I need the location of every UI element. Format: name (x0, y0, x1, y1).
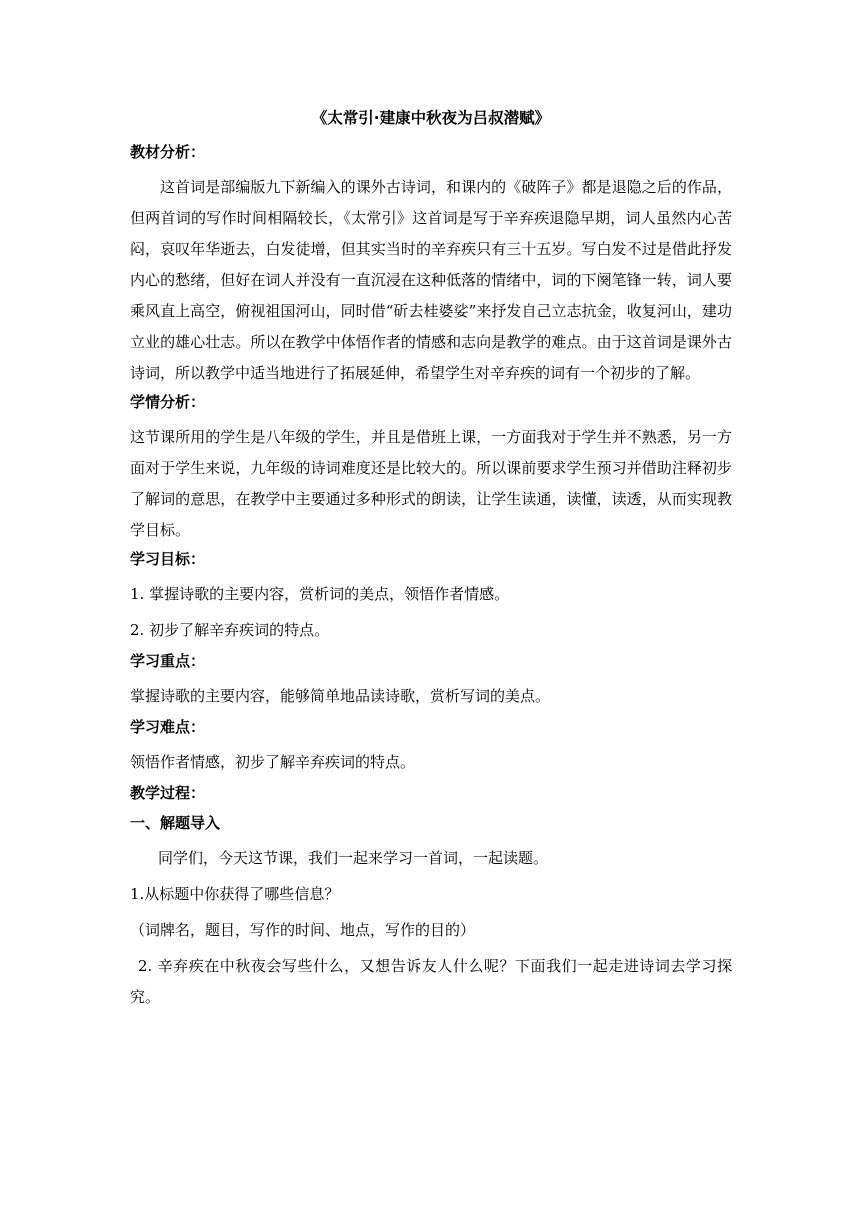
learning-goal-item: 2. 初步了解辛弃疾词的特点。 (130, 621, 330, 639)
difficulties-heading: 学习难点： (130, 718, 206, 736)
learning-goals-heading: 学习目标： (130, 550, 206, 568)
material-analysis-heading: 教材分析： (130, 143, 206, 161)
learner-analysis-heading: 学情分析： (130, 393, 206, 411)
material-analysis-text: 这首词是部编版九下新编入的课外古诗词，和课内的《破阵子》都是退隐之后的作品，但两首词的写作时间相隔较长，《太常引》这首词是写于辛弃疾退隐早期，词人虽然内心苦闷，哀叹年华逝去，白发徒增，但其实当时的辛弃疾只有三十五岁。写白发不过是借此抒发内心的愁绪，但好在词人并没有一直沉浸在这种低落的情绪中，词的下阕笔锋一转，词人要乘风直上高空，俯视祖国河山，同时借“斫去桂婆娑”来抒发自己立志抗金，收复河山，建功立业的雄心壮志。所以在教学中体悟作者的情感和志向是教学的难点。由于这首词是课外古诗词，所以教学中适当地进行了拓展延伸，希望学生对辛弃疾的词有一个初步的了解。 (130, 178, 732, 382)
teaching-process-heading: 教学过程： (130, 784, 206, 802)
question-two: 2. 辛弃疾在中秋夜会写些什么，又想告诉友人什么呢？下面我们一起走进诗词去学习探究。 (130, 957, 732, 1006)
key-points-heading: 学习重点： (130, 652, 206, 670)
learning-goal-item: 1. 掌握诗歌的主要内容，赏析词的美点，领悟作者情感。 (130, 585, 510, 603)
document-page (130, 108, 732, 1016)
question-one: 1.从标题中你获得了哪些信息？ (130, 885, 340, 903)
document-title: 《太常引·建康中秋夜为吕叔潜赋》 (311, 109, 551, 127)
difficulties-text: 领悟作者情感，初步了解辛弃疾词的特点。 (130, 753, 416, 771)
step-one-heading: 一、解题导入 (130, 814, 221, 832)
learner-analysis-text: 这节课所用的学生是八年级的学生，并且是借班上课，一方面我对于学生并不熟悉，另一方面对于学生来说，九年级的诗词难度还是比较大的。所以课前要求学生预习并借助注释初步了解词的意思，在教学中主要通过多种形式的朗读，让学生读通，读懂，读透，从而实现教学目标。 (130, 428, 732, 539)
answer-one: （词牌名，题目，写作的时间、地点，写作的目的） (130, 921, 476, 939)
step-one-intro: 同学们，今天这节课，我们一起来学习一首词，一起读题。 (158, 849, 549, 867)
key-points-text: 掌握诗歌的主要内容，能够简单地品读诗歌，赏析写词的美点。 (130, 687, 551, 705)
